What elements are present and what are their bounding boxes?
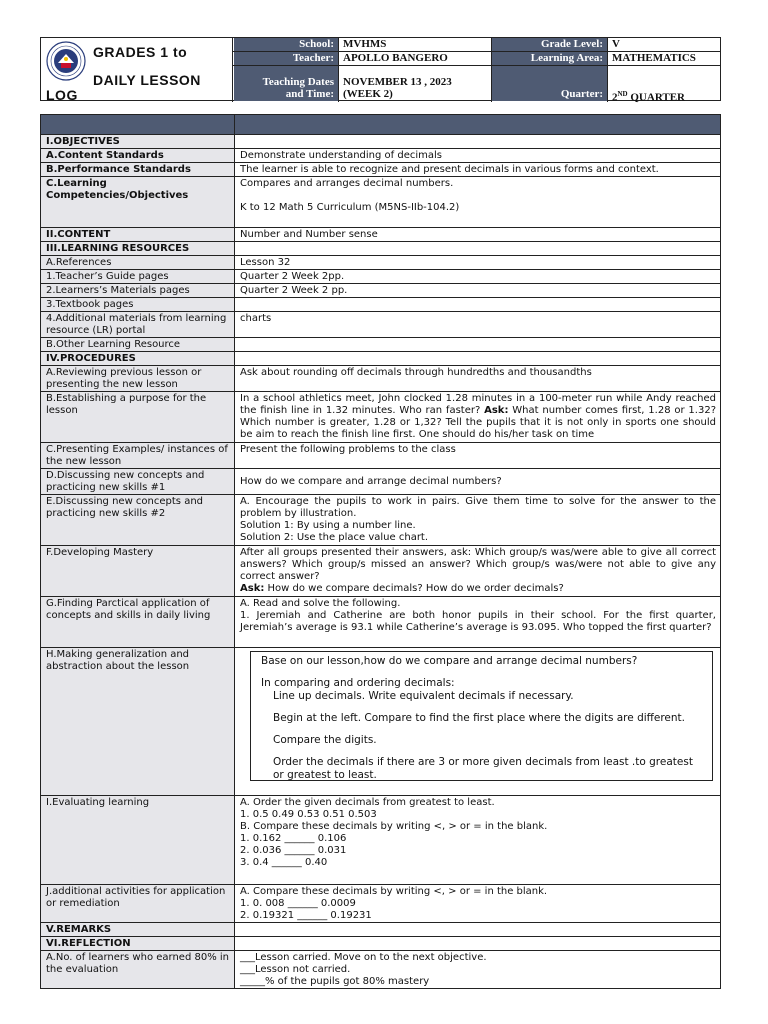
teachers-guide-value: Quarter 2 Week 2pp. <box>235 270 721 284</box>
dll-title-block <box>41 38 233 102</box>
curriculum-code: K to 12 Math 5 Curriculum (M5NS-IIb-104.2) <box>240 202 460 213</box>
generalization-label: H.Making generalization and abstraction about the lesson <box>41 648 235 796</box>
textbook-label: 3.Textbook pages <box>41 298 235 312</box>
row-discussing-1 <box>41 469 721 495</box>
row-teachers-guide <box>41 270 721 284</box>
competencies-label: C.Learning Competencies/Objectives <box>41 177 235 228</box>
discussing-2-text-3: Solution 2: Use the place value chart. <box>240 532 429 543</box>
learners-80-text-2: ___Lesson not carried. <box>240 964 351 975</box>
practical-label: G.Finding Parctical application of concepts and skills in daily living <box>41 597 235 648</box>
row-procedures <box>41 352 721 366</box>
generalization-step-3: Compare the digits. <box>273 734 377 746</box>
generalization-intro: In comparing and ordering decimals: <box>261 677 455 689</box>
teaching-dates-label-line2: and Time: <box>285 88 334 100</box>
row-learning-resources <box>41 242 721 256</box>
row-practical <box>41 597 721 648</box>
row-reviewing <box>41 366 721 392</box>
additional-materials-value: charts <box>235 312 721 338</box>
presenting-value: Present the following problems to the class <box>235 443 721 469</box>
row-references <box>41 256 721 270</box>
row-discussing-2 <box>41 495 721 546</box>
row-reflection <box>41 937 721 951</box>
references-value: Lesson 32 <box>235 256 721 270</box>
mastery-text-2: How do we compare decimals? How do we order decimals? <box>264 583 564 594</box>
header-block <box>40 37 721 104</box>
content-standards-label: A.Content Standards <box>41 149 235 163</box>
additional-activities-value <box>235 885 721 923</box>
row-learners-80 <box>41 951 721 989</box>
learning-resources-label: III.LEARNING RESOURCES <box>41 242 235 256</box>
additional-activities-label: J.additional activities for application or remediation <box>41 885 235 923</box>
discussing-1-value: How do we compare and arrange decimal numbers? <box>235 469 721 495</box>
content-label: II.CONTENT <box>41 228 235 242</box>
presenting-label: C.Presenting Examples/ instances of the new lesson <box>41 443 235 469</box>
procedures-label: IV.PROCEDURES <box>41 352 235 366</box>
practical-text-1: A. Read and solve the following. <box>240 598 401 609</box>
quarter-label: Quarter: <box>492 66 607 101</box>
lesson-log-table <box>40 114 721 989</box>
grade-level-label: Grade Level: <box>492 38 607 51</box>
row-content <box>41 228 721 242</box>
row-textbook <box>41 298 721 312</box>
generalization-box <box>250 651 713 781</box>
row-additional-activities <box>41 885 721 923</box>
row-other-resource <box>41 338 721 352</box>
evaluating-text-5: 2. 0.036 ______ 0.031 <box>240 845 347 856</box>
discussing-1-label: D.Discussing new concepts and practicing new skills #1 <box>41 469 235 495</box>
mastery-ask: Ask: <box>240 583 265 594</box>
row-objectives <box>41 135 721 149</box>
generalization-cell <box>235 648 721 796</box>
evaluating-text-3: B. Compare these decimals by writing <, > or = in the blank. <box>240 821 548 832</box>
row-mastery <box>41 546 721 597</box>
purpose-ask: Ask: <box>484 405 509 416</box>
dll-title-line1: GRADES 1 to <box>93 44 188 60</box>
evaluating-value <box>235 796 721 885</box>
table-header-bar <box>41 115 721 135</box>
row-purpose <box>41 392 721 443</box>
generalization-question: Base on our lesson,how do we compare and arrange decimal numbers? <box>261 655 638 667</box>
school-value: MVHMS <box>343 38 387 50</box>
learners-80-text-1: ___Lesson carried. Move on to the next objective. <box>240 952 487 963</box>
content-value: Number and Number sense <box>235 228 721 242</box>
practical-value <box>235 597 721 648</box>
objectives-label: I.OBJECTIVES <box>41 135 235 149</box>
teaching-dates-label <box>234 66 338 101</box>
quarter-ordinal: ND <box>617 90 628 98</box>
purpose-text-b: What number comes first, 1.28 or 1.32? Which number is greater, 1.28 or 1,32? Tell the pupils that it is not only in sports one should be aim to reach the finish line first. One should do his/her task on time <box>240 405 716 440</box>
additional-materials-label: 4.Additional materials from learning resource (LR) portal <box>41 312 235 338</box>
reflection-label: VI.REFLECTION <box>41 937 235 951</box>
deped-seal-icon <box>46 41 86 81</box>
teachers-guide-label: 1.Teacher’s Guide pages <box>41 270 235 284</box>
performance-standards-label: B.Performance Standards <box>41 163 235 177</box>
generalization-step-1: Line up decimals. Write equivalent decimals if necessary. <box>273 690 574 702</box>
additional-activities-text-1: A. Compare these decimals by writing <, > or = in the blank. <box>240 886 548 897</box>
quarter-value <box>608 66 720 104</box>
grade-level-value: V <box>612 38 620 50</box>
evaluating-text-2: 1. 0.5 0.49 0.53 0.51 0.503 <box>240 809 377 820</box>
teaching-dates-value-line2: (WEEK 2) <box>343 88 393 100</box>
additional-activities-text-3: 2. 0.19321 ______ 0.19231 <box>240 910 372 921</box>
row-learners-materials <box>41 284 721 298</box>
quarter-text: QUARTER <box>627 91 685 104</box>
row-presenting <box>41 443 721 469</box>
quarter-number: 2 <box>612 91 618 104</box>
generalization-step-4: Order the decimals if there are 3 or more given decimals from least .to greatest or greatest to least. <box>273 756 693 781</box>
reviewing-label: A.Reviewing previous lesson or presenting the new lesson <box>41 366 235 392</box>
other-resource-label: B.Other Learning Resource <box>41 338 235 352</box>
remarks-label: V.REMARKS <box>41 923 235 937</box>
mastery-value <box>235 546 721 597</box>
learning-area-value: MATHEMATICS <box>612 52 696 64</box>
mastery-text-1: After all groups presented their answers, ask: Which group/s was/were able to give all correct answers? Which group/s missed an answer? Which group/s was/were not able to give any correct answer? <box>240 547 716 582</box>
row-evaluating <box>41 796 721 885</box>
teaching-dates-label-line1: Teaching Dates <box>262 76 334 88</box>
learners-materials-value: Quarter 2 Week 2 pp. <box>235 284 721 298</box>
generalization-step-2: Begin at the left. Compare to find the first place where the digits are different. <box>273 712 686 724</box>
competencies-text: Compares and arranges decimal numbers. <box>240 178 454 189</box>
purpose-text-a: In a school athletics meet, John clocked 1.28 minutes in a 100-meter run while Andy reached the finish line in 1.32 minutes. Who ran faster? <box>240 393 716 416</box>
row-remarks <box>41 923 721 937</box>
learners-80-text-3: _____% of the pupils got 80% mastery <box>240 976 430 987</box>
discussing-2-value <box>235 495 721 546</box>
learners-materials-label: 2.Learners’s Materials pages <box>41 284 235 298</box>
purpose-value <box>235 392 721 443</box>
row-generalization <box>41 648 721 796</box>
practical-text-2: 1. Jeremiah and Catherine are both honor pupils in their school. For the first quarter, Jeremiah’s average is 93.1 while Catherine’s average is 93.095. Who topped the first quarter? <box>240 610 716 633</box>
competencies-value <box>235 177 721 228</box>
evaluating-text-4: 1. 0.162 ______ 0.106 <box>240 833 347 844</box>
discussing-2-label: E.Discussing new concepts and practicing new skills #2 <box>41 495 235 546</box>
dll-title-line2: DAILY LESSON <box>93 72 201 88</box>
row-additional-materials <box>41 312 721 338</box>
evaluating-label: I.Evaluating learning <box>41 796 235 885</box>
references-label: A.References <box>41 256 235 270</box>
dll-title-line3: LOG <box>46 87 78 103</box>
discussing-2-text-1: A. Encourage the pupils to work in pairs. Give them time to solve for the answer to the problem by illustration. <box>240 496 716 519</box>
evaluating-text-1: A. Order the given decimals from greatest to least. <box>240 797 495 808</box>
content-standards-value: Demonstrate understanding of decimals <box>235 149 721 163</box>
purpose-label: B.Establishing a purpose for the lesson <box>41 392 235 443</box>
learners-80-value <box>235 951 721 989</box>
additional-activities-text-2: 1. 0. 008 ______ 0.0009 <box>240 898 356 909</box>
school-label: School: <box>234 38 338 51</box>
performance-standards-value: The learner is able to recognize and present decimals in various forms and context. <box>235 163 721 177</box>
learning-area-label: Learning Area: <box>492 52 607 65</box>
row-performance-standards <box>41 163 721 177</box>
row-content-standards <box>41 149 721 163</box>
row-competencies <box>41 177 721 228</box>
teaching-dates-value <box>339 66 491 101</box>
learners-80-label: A.No. of learners who earned 80% in the evaluation <box>41 951 235 989</box>
evaluating-text-6: 3. 0.4 ______ 0.40 <box>240 857 328 868</box>
teacher-value: APOLLO BANGERO <box>343 52 448 64</box>
discussing-2-text-2: Solution 1: By using a number line. <box>240 520 416 531</box>
reviewing-value: Ask about rounding off decimals through hundredths and thousandths <box>235 366 721 392</box>
teacher-label: Teacher: <box>234 52 338 65</box>
mastery-label: F.Developing Mastery <box>41 546 235 597</box>
teaching-dates-value-line1: NOVEMBER 13 , 2023 <box>343 76 452 88</box>
